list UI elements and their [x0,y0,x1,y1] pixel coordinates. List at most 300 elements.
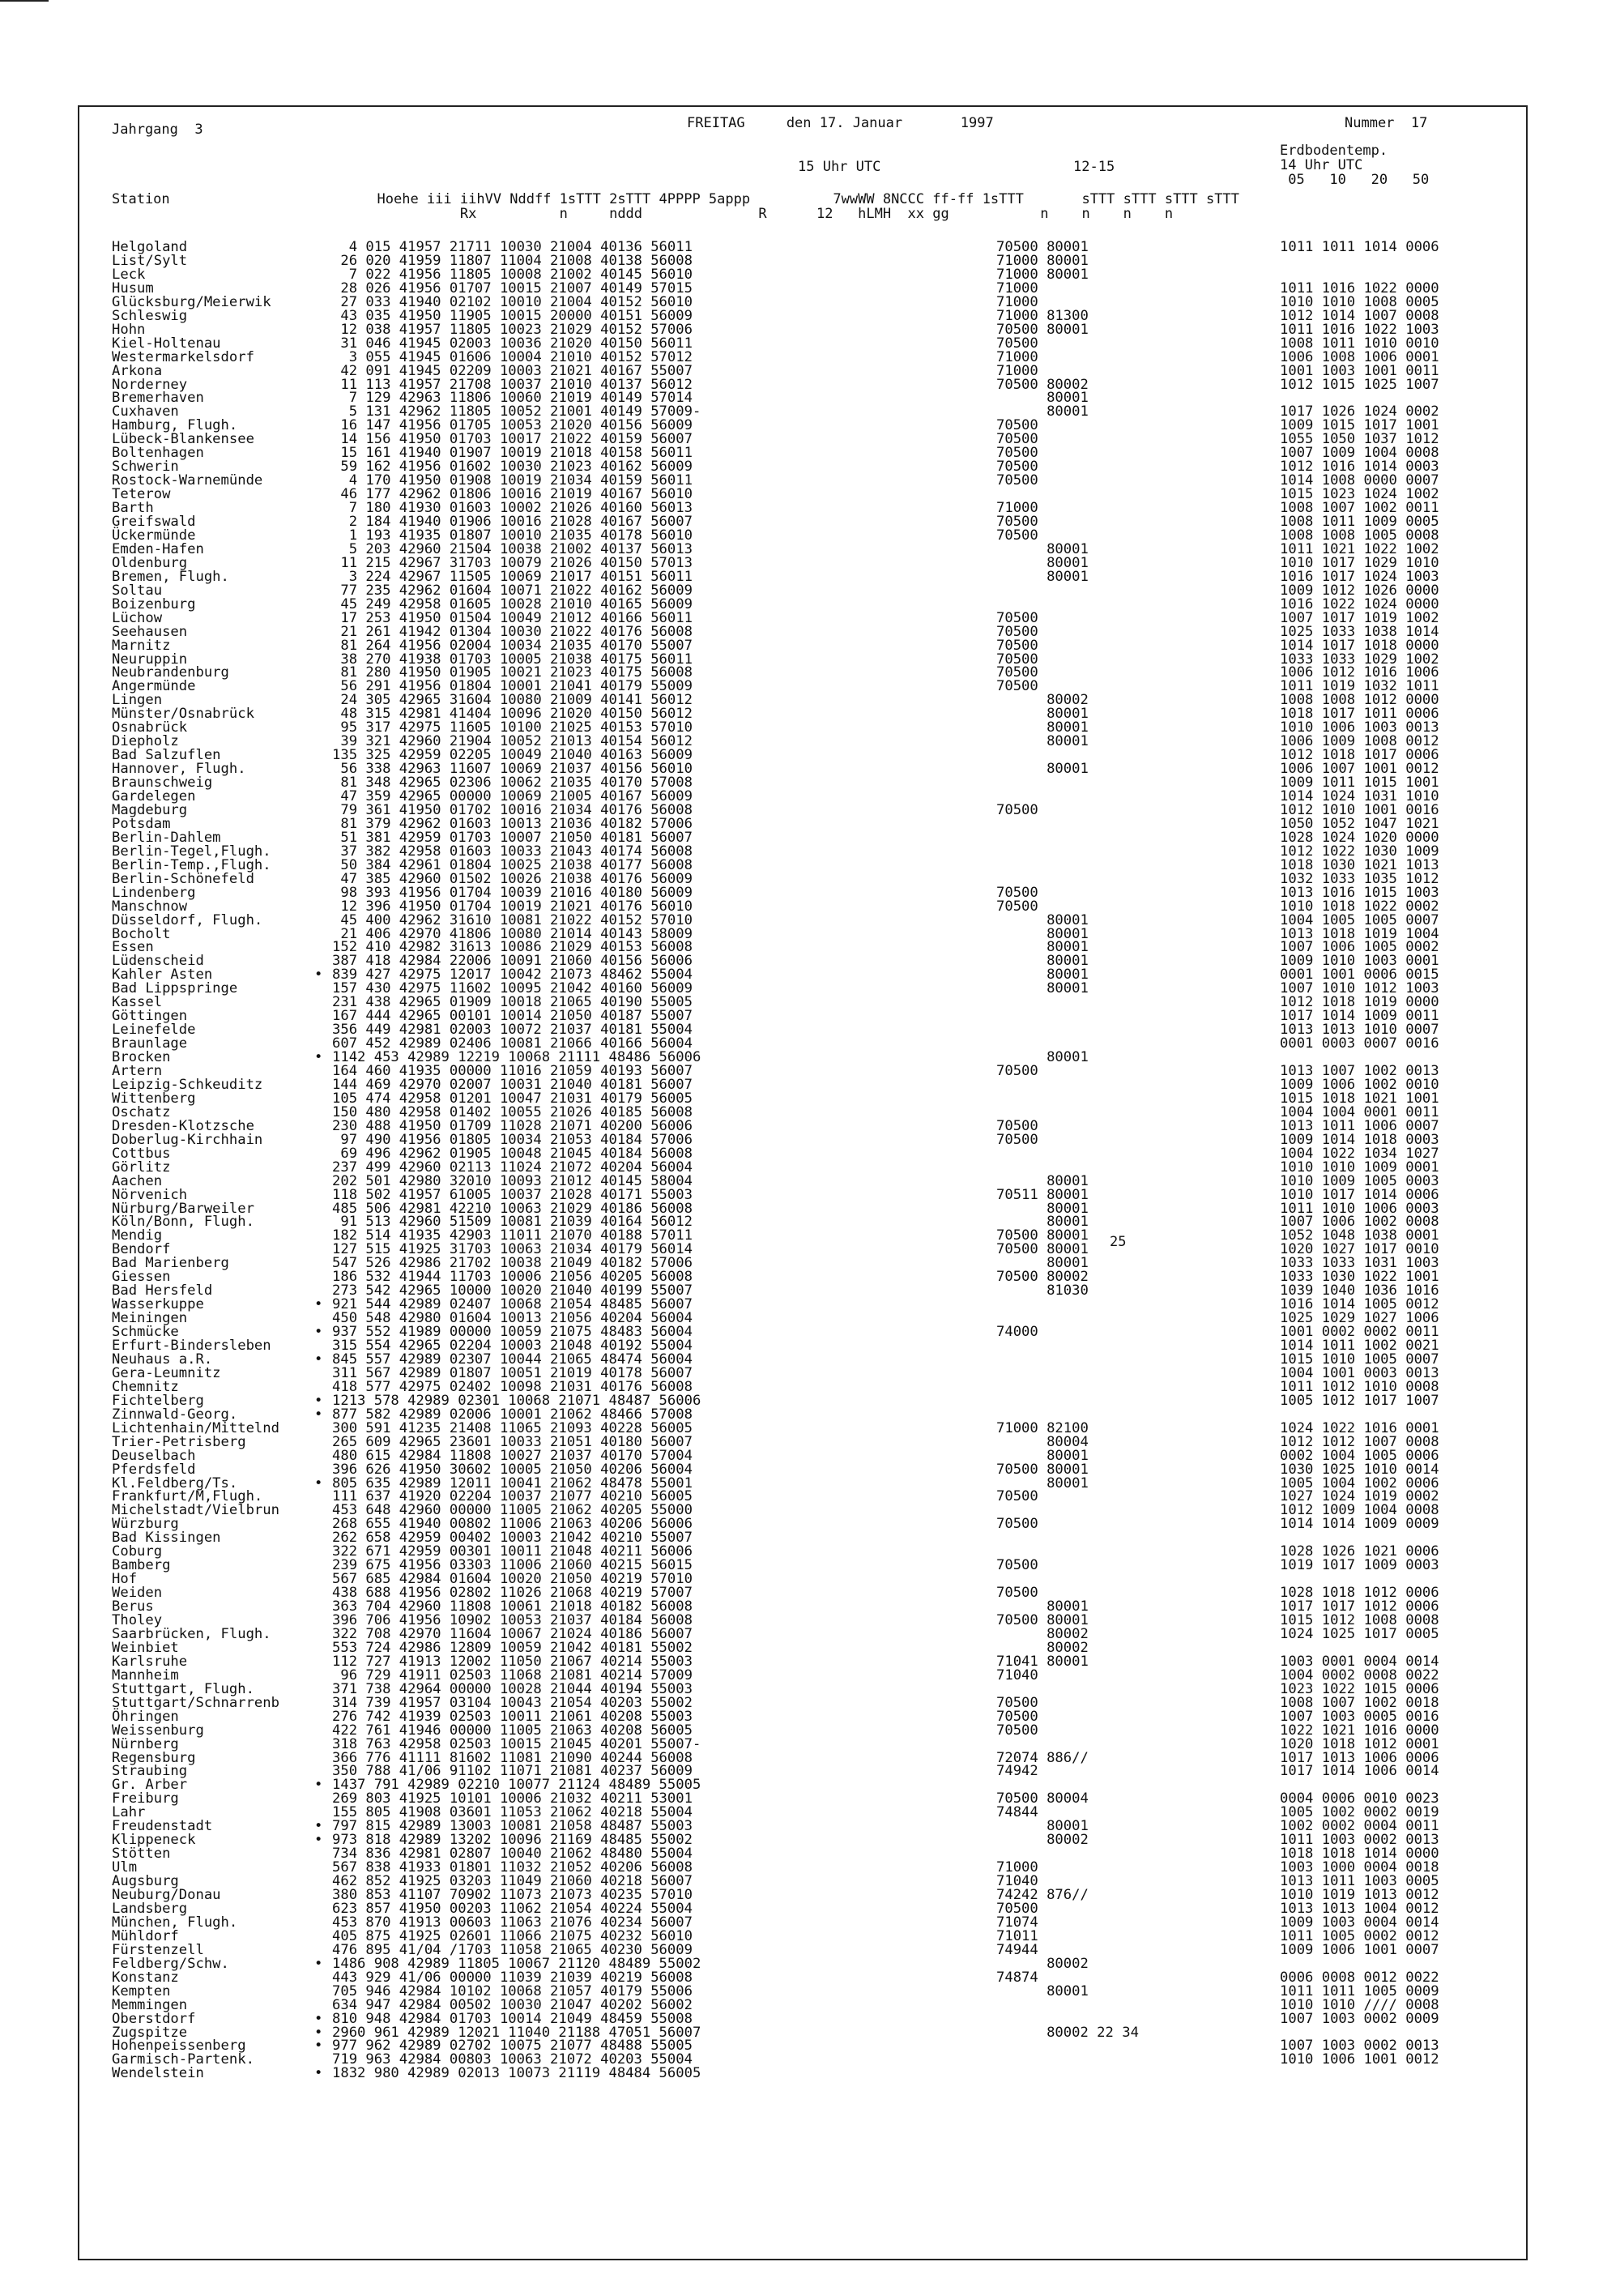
station-name: Augsburg [112,1873,179,1890]
synop-values: 797 815 42989 13003 10081 21058 48487 55003 [332,1818,693,1835]
synop-values: 239 675 41956 03303 11006 21060 40215 56015 [332,1557,693,1574]
weather-cloud-values: 71000 [996,280,1038,297]
soil-temps: 1028 1026 1021 0006 [1280,1543,1439,1560]
soil-temps: 1010 1017 1014 0006 [1280,1186,1439,1203]
station-name: Neuburg/Donau [112,1887,221,1903]
synop-values: 396 706 41956 10902 10053 21037 40184 56008 [332,1612,693,1628]
station-name: Braunlage [112,1035,188,1052]
station-name: Mannheim [112,1667,179,1684]
table-row [0,1625,1620,1642]
station-name: Stuttgart, Flugh. [112,1680,254,1697]
weather-cloud-values: 80001 [996,1818,1089,1835]
soil-temps: 1007 1017 1019 1002 [1280,609,1439,626]
synop-values: 45 400 42962 31610 10081 21022 40152 57010 [332,911,693,928]
annotation-25: 25 [1110,1234,1127,1250]
station-name: Ulm [112,1859,138,1876]
soil-temps: 1030 1025 1010 0014 [1280,1461,1439,1478]
weather-cloud-values: 74874 [996,1969,1038,1986]
soil-temps: 1012 1015 1025 1007 [1280,376,1439,393]
synop-values: 28 026 41956 01707 10015 21007 40149 57015 [332,280,693,297]
station-name: Mendig [112,1227,163,1244]
soil-temps: 1024 1022 1016 0001 [1280,1419,1439,1436]
station-name: Neuruppin [112,651,188,668]
station-name: Lüchow [112,609,163,626]
synop-values: 27 033 41940 02102 10010 21004 40152 56010 [332,293,693,310]
station-name: Bad Salzuflen [112,747,221,764]
weather-cloud-values: 70500 80001 [996,1461,1089,1478]
soil-temps: 1005 1012 1017 1007 [1280,1392,1439,1409]
table-row [0,1559,1620,1573]
station-name: List/Sylt [112,252,188,269]
soil-temps: 1012 1012 1007 0008 [1280,1433,1439,1450]
synop-values: 17 253 41950 01504 10049 21012 40166 56011 [332,609,693,626]
mountain-marker: • [314,1324,323,1341]
station-name: Soltau [112,582,163,599]
soil-temps: 1017 1017 1012 0006 [1280,1598,1439,1615]
soil-temps: 1009 1003 0004 0014 [1280,1914,1439,1931]
synop-values: 21 406 42970 41806 10080 21014 40143 58009 [332,925,693,942]
soil-temps: 1005 1004 1002 0006 [1280,1474,1439,1492]
weather-cloud-values: 71040 [996,1667,1038,1684]
soil-temp-title: Erdbodentemp. [1280,143,1388,159]
weather-cloud-values: 80002 [996,692,1089,709]
synop-values: 363 704 42960 11808 10061 21018 40182 56008 [332,1598,693,1615]
synop-values: 144 469 42970 02007 10031 21040 40181 56007 [332,1076,693,1093]
soil-temps: 1007 1010 1012 1003 [1280,980,1439,997]
soil-temps: 1008 1011 1009 0005 [1280,514,1439,530]
synop-values: 182 514 41935 42903 11011 21070 40188 57011 [332,1227,693,1244]
synop-values: 152 410 42982 31613 10086 21029 40153 56008 [332,939,693,956]
station-name: Regensburg [112,1749,196,1766]
synop-values: 97 490 41956 01805 10034 21053 40184 57006 [332,1131,693,1148]
station-name: Bremen, Flugh. [112,568,229,585]
weather-cloud-values: 70500 80001 [996,1241,1089,1258]
station-name: Zugspitze [112,2024,188,2041]
table-row [0,1765,1620,1778]
soil-temps: 1010 1010 1009 0001 [1280,1159,1439,1176]
weather-cloud-values: 74844 [996,1804,1038,1821]
table-row [0,241,1620,254]
soil-temps: 1007 1003 0005 0016 [1280,1708,1439,1725]
weather-cloud-values: 70500 [996,1557,1038,1574]
mountain-marker: • [314,2024,323,2041]
weather-cloud-values: 71000 [996,362,1038,379]
synop-values: 276 742 41939 02503 10011 21061 40208 55003 [332,1708,693,1725]
station-name: Stötten [112,1846,171,1863]
station-name: Aachen [112,1172,163,1189]
synop-values: 268 655 41940 00802 11006 21063 40206 56006 [332,1516,693,1533]
station-name: Essen [112,939,154,956]
synop-values: 719 963 42984 00803 10063 21072 40203 55004 [332,2051,693,2068]
synop-values: 462 852 41925 03203 11049 21060 40218 56007 [332,1873,693,1890]
weather-cloud-values: 81030 [996,1282,1089,1300]
soil-temps: 1010 1009 1005 0003 [1280,1172,1439,1189]
soil-temps: 1024 1025 1017 0005 [1280,1625,1439,1642]
station-name: Lahr [112,1804,146,1821]
soil-temps: 1004 0002 0008 0022 [1280,1667,1439,1684]
synop-values: 4 015 41957 21711 10030 21004 40136 56011 [332,239,693,255]
table-row [0,2067,1620,2080]
weather-cloud-values: 80001 [996,761,1089,778]
synop-values: 485 506 42981 42210 10063 21029 40186 56008 [332,1200,693,1217]
weather-cloud-values: 70500 [996,678,1038,695]
synop-values: 14 156 41950 01703 10017 21022 40159 56007 [332,431,693,448]
weather-cloud-values: 70500 [996,1488,1038,1505]
station-name: Wendelstein [112,2065,204,2082]
station-name: Barth [112,500,154,517]
weather-cloud-values: 70500 [996,445,1038,462]
weather-cloud-values: 71040 [996,1873,1038,1890]
weather-cloud-values: 70500 80004 [996,1790,1089,1807]
weather-cloud-values: 80002 [996,1955,1089,1972]
station-name: Wasserkuppe [112,1296,204,1313]
synop-values: 43 035 41950 11905 10015 20000 40151 56009 [332,307,693,324]
station-name: Straubing [112,1763,188,1780]
soil-temps: 1015 1012 1008 0008 [1280,1612,1439,1628]
station-name: Ückermünde [112,527,196,544]
soil-temps: 1009 1015 1017 1001 [1280,417,1439,434]
soil-temps: 1004 1004 0001 0011 [1280,1103,1439,1120]
synop-values: 167 444 42965 00101 10014 21050 40187 55007 [332,1008,693,1025]
table-row [0,378,1620,392]
synop-values: 405 875 41925 02601 11066 21075 40232 56010 [332,1927,693,1944]
synop-values: 322 671 42959 00301 10011 21048 40211 56006 [332,1543,693,1560]
table-row [0,1735,1620,1752]
soil-temps: 1014 1014 1009 0009 [1280,1516,1439,1533]
synop-values: 300 591 41235 21408 11065 21093 40228 56005 [332,1419,693,1436]
synop-values: 11 215 42967 31703 10079 21026 40150 57013 [332,554,693,571]
station-name: Coburg [112,1543,163,1560]
synop-values: 26 020 41959 11807 11004 21008 40138 56008 [332,252,693,269]
soil-temps: 1010 1006 1001 0012 [1280,2051,1439,2068]
station-name: Husum [112,280,154,297]
soil-temps: 1001 1003 1001 0011 [1280,362,1439,379]
synop-values: 1486 908 42989 11805 10067 21120 48489 55002 [332,1955,701,1972]
synop-values: 157 430 42975 11602 10095 21042 40160 56009 [332,980,693,997]
weather-cloud-values: 71000 80001 [996,266,1089,283]
station-name: Nürnberg [112,1735,179,1752]
synop-values: 237 499 42960 02113 11024 21072 40204 56004 [332,1159,693,1176]
station-name: Saarbrücken, Flugh. [112,1625,271,1642]
soil-temps: 1004 1001 0003 0013 [1280,1364,1439,1381]
synop-values: 623 857 41950 00203 11062 21054 40224 55004 [332,1900,693,1917]
synop-values: 977 962 42989 02702 10075 21077 48488 55005 [332,2038,693,2055]
weather-cloud-values: 80001 [996,403,1089,420]
synop-values: 2960 961 42989 12021 11040 21188 47051 56007 [332,2024,701,2041]
weather-cloud-values: 74944 [996,1941,1038,1958]
soil-temps: 1007 1006 1002 0008 [1280,1214,1439,1231]
station-name: Kiel-Holtenau [112,335,221,352]
table-row [0,2053,1620,2067]
station-name: Bad Marienberg [112,1255,229,1272]
station-name: Helgoland [112,239,188,255]
soil-temps: 1013 1007 1002 0013 [1280,1063,1439,1079]
synop-values: 81 264 41956 02004 10034 21035 40170 55007 [332,637,693,654]
weather-cloud-values: 80001 [996,1200,1089,1217]
synop-values: 1832 980 42989 02013 10073 21119 48484 56005 [332,2065,701,2082]
weather-cloud-values: 70500 [996,527,1038,544]
soil-temps: 1019 1017 1009 0003 [1280,1557,1439,1574]
synop-values: 81 379 42962 01603 10013 21036 40182 57006 [332,815,693,832]
weather-cloud-values: 80001 [996,733,1089,750]
station-name: Lüdenscheid [112,953,204,970]
weather-cloud-values: 70511 80001 [996,1186,1089,1203]
synop-values: 480 615 42984 11808 10027 21037 40170 57004 [332,1447,693,1464]
station-name: Leinefelde [112,1022,196,1039]
station-name: Dresden-Klotzsche [112,1117,254,1134]
soil-temps: 1007 1009 1004 0008 [1280,445,1439,462]
mountain-marker: • [314,1406,323,1423]
weather-cloud-values: 80001 [996,1049,1089,1066]
mountain-marker: • [314,1049,323,1066]
synop-values: 734 836 42981 02807 10040 21062 48480 55004 [332,1846,693,1863]
weather-cloud-values: 80002 [996,1832,1089,1849]
soil-temps: 1012 1009 1004 0008 [1280,1502,1439,1519]
soil-temps: 1009 1006 1002 0010 [1280,1076,1439,1093]
station-name: Bocholt [112,925,171,942]
synop-values: 380 853 41107 70902 11073 21073 40235 57010 [332,1887,693,1903]
soil-temps: 1007 1003 0002 0009 [1280,2010,1439,2027]
station-name: Göttingen [112,1008,188,1025]
station-name: Konstanz [112,1969,179,1986]
soil-temps: 1014 1017 1018 0000 [1280,637,1439,654]
synop-values: 265 609 42965 23601 10033 21051 40180 56007 [332,1433,693,1450]
weather-cloud-values: 70500 [996,1117,1038,1134]
soil-temps: 0004 0006 0010 0023 [1280,1790,1439,1807]
station-name: Deuselbach [112,1447,196,1464]
soil-temps: 1055 1050 1037 1012 [1280,431,1439,448]
station-name: Schwerin [112,459,179,476]
weather-cloud-values: 80001 [996,1447,1089,1464]
synop-values: 12 396 41950 01704 10019 21021 40176 56010 [332,898,693,915]
station-name: Hamburg, Flugh. [112,417,238,434]
soil-temps: 1025 1029 1027 1006 [1280,1310,1439,1327]
soil-temps: 1011 1012 1010 0008 [1280,1378,1439,1395]
synop-values: 79 361 41950 01702 10016 21034 40176 56008 [332,801,693,818]
soil-temps: 1014 1011 1002 0021 [1280,1338,1439,1354]
synop-values: 4 170 41950 01908 10019 21034 40159 56011 [332,472,693,489]
station-name: Nürburg/Barweiler [112,1200,254,1217]
synop-values: 111 637 41920 02204 10037 21077 40210 56005 [332,1488,693,1505]
station-name: Hannover, Flugh. [112,761,246,778]
synop-values: 311 567 42989 01807 10051 21019 40178 56007 [332,1364,693,1381]
weather-cloud-values: 70500 [996,1131,1038,1148]
synop-values: 877 582 42989 02006 10001 21062 48466 57008 [332,1406,693,1423]
soil-temps: 1013 1013 1010 0007 [1280,1022,1439,1039]
soil-temps: 1002 0002 0004 0011 [1280,1818,1439,1835]
synop-values: 51 381 42959 01703 10007 21050 40181 56007 [332,829,693,846]
mountain-marker: • [314,1832,323,1849]
weather-cloud-values: 80001 [996,1598,1089,1615]
station-name: Marnitz [112,637,171,654]
station-name: Kempten [112,1982,171,1999]
soil-temps: 1020 1018 1012 0001 [1280,1735,1439,1752]
station-name: Kl.Feldberg/Ts. [112,1474,238,1492]
soil-temps: 0006 0008 0012 0022 [1280,1969,1439,1986]
weather-cloud-values: 70500 [996,1063,1038,1079]
station-name: Glücksburg/Meierwik [112,293,271,310]
soil-temps: 1013 1013 1004 0012 [1280,1900,1439,1917]
synop-values: 7 022 41956 11805 10008 21002 40145 56010 [332,266,693,283]
table-row [0,911,1620,928]
soil-temp-depths: 05 10 20 50 [1280,172,1430,188]
synop-values: 91 513 42960 51509 10081 21039 40164 56012 [332,1214,693,1231]
weather-cloud-values: 71000 [996,500,1038,517]
station-name: Zinnwald-Georg. [112,1406,238,1423]
synop-values: 37 382 42958 01603 10033 21043 40174 56008 [332,843,693,860]
table-row [0,1186,1620,1203]
station-name: Potsdam [112,815,171,832]
volume-label: Jahrgang 3 [112,122,203,138]
synop-values: 356 449 42981 02003 10072 21037 40181 55004 [332,1022,693,1039]
station-name: Mühldorf [112,1927,179,1944]
station-name: Düsseldorf, Flugh. [112,911,263,928]
synop-values: 438 688 41956 02802 11026 21068 40219 57007 [332,1585,693,1602]
station-name: Berlin-Tegel,Flugh. [112,843,271,860]
station-name: Angermünde [112,678,196,695]
station-name: Magdeburg [112,801,188,818]
synop-values: 269 803 41925 10101 10006 21032 40211 53001 [332,1790,693,1807]
weather-cloud-values: 71011 [996,1927,1038,1944]
station-name: Berlin-Dahlem [112,829,221,846]
synop-values: 845 557 42989 02307 10044 21065 48474 56004 [332,1351,693,1368]
soil-temps: 1014 1024 1031 1010 [1280,788,1439,804]
station-name: Berlin-Schönefeld [112,870,254,887]
soil-temps: 1013 1011 1003 0005 [1280,1873,1439,1890]
soil-temps: 1033 1030 1022 1001 [1280,1269,1439,1286]
weather-cloud-values: 70500 [996,1900,1038,1917]
soil-temps: 1011 1016 1022 0000 [1280,280,1439,297]
mountain-marker: • [314,1777,323,1794]
synop-values: 21 261 41942 01304 10030 21022 40176 56008 [332,623,693,640]
synop-values: 231 438 42965 01909 10018 21065 40190 55005 [332,994,693,1011]
soil-temps: 1018 1030 1021 1013 [1280,856,1439,873]
weather-cloud-values: 71000 [996,348,1038,365]
station-name: Freudenstadt [112,1818,213,1835]
mountain-marker: • [314,1392,323,1409]
synop-values: 56 291 41956 01804 10001 21041 40179 55009 [332,678,693,695]
station-name: Brocken [112,1049,171,1066]
soil-temps: 1010 1006 1003 0013 [1280,719,1439,736]
synop-values: 12 038 41957 11805 10023 21029 40152 57006 [332,321,693,338]
soil-temps: 1004 1022 1034 1027 [1280,1145,1439,1162]
station-name: Neuhaus a.R. [112,1351,213,1368]
mountain-marker: • [314,2010,323,2027]
soil-temps: 1012 1014 1007 0008 [1280,307,1439,324]
weather-cloud-values: 71074 [996,1914,1038,1931]
soil-temps: 1011 1010 1006 0003 [1280,1200,1439,1217]
soil-temps: 1011 1011 1005 0009 [1280,1982,1439,1999]
station-name: Schleswig [112,307,188,324]
range-header: 12-15 [1073,159,1115,175]
station-name: Arkona [112,362,163,379]
station-name: Oschatz [112,1103,171,1120]
soil-temps: 1013 1011 1006 0007 [1280,1117,1439,1134]
soil-temps: 1033 1033 1031 1003 [1280,1255,1439,1272]
weather-cloud-values: 71000 [996,1859,1038,1876]
station-name: Lübeck-Blankensee [112,431,254,448]
weather-cloud-values: 70500 80002 [996,376,1089,393]
soil-temps: 1003 0001 0004 0014 [1280,1653,1439,1670]
station-name: Erfurt-Bindersleben [112,1338,271,1354]
soil-temps: 1011 1016 1022 1003 [1280,321,1439,338]
weather-cloud-values: 71041 80001 [996,1653,1089,1670]
station-name: Weissenburg [112,1722,204,1739]
weather-cloud-values: 70500 [996,609,1038,626]
station-name: Fürstenzell [112,1941,204,1958]
column-header-row1: Station Hoehe iii iihVV Nddff 1sTTT 2sTTT 4PPPP 5appp 7wwWW 8NCCC ff-ff 1sTTT sTTT sTTT sTTT sTTT [112,191,1239,207]
station-name: Karlsruhe [112,1653,188,1670]
synop-values: 805 635 42989 12011 10041 21062 48478 55001 [332,1474,693,1492]
synop-values: 262 658 42959 00402 10003 21042 40210 55007 [332,1530,693,1547]
weather-cloud-values: 70500 [996,801,1038,818]
station-name: Artern [112,1063,163,1079]
weather-cloud-values: 70500 [996,637,1038,654]
weather-cloud-values: 70500 [996,623,1038,640]
soil-temps: 1006 1007 1001 0012 [1280,761,1439,778]
station-name: Wittenberg [112,1090,196,1107]
synop-values: 42 091 41945 02209 10003 21021 40167 55007 [332,362,693,379]
weather-cloud-values: 70500 [996,514,1038,530]
weather-cloud-values: 70500 80001 [996,1612,1089,1628]
weather-cloud-values: 80001 [996,967,1089,984]
weather-cloud-values: 80001 [996,554,1089,571]
station-name: Manschnow [112,898,188,915]
weather-cloud-values: 80001 [996,1214,1089,1231]
station-name: Kassel [112,994,163,1011]
synop-values: 95 317 42975 11605 10100 21025 40153 57010 [332,719,693,736]
mountain-marker: • [314,1474,323,1492]
synop-values: 127 515 41925 31703 10063 21034 40179 56014 [332,1241,693,1258]
synop-values: 31 046 41945 02003 10036 21020 40150 56011 [332,335,693,352]
weather-cloud-values: 80001 [996,953,1089,970]
soil-temps: 1016 1014 1005 0012 [1280,1296,1439,1313]
synop-values: 105 474 42958 01201 10047 21031 40179 56005 [332,1090,693,1107]
soil-temps: 0002 1004 1005 0006 [1280,1447,1439,1464]
station-name: Trier-Petrisberg [112,1433,246,1450]
synop-values: 38 270 41938 01703 10005 21038 40175 56011 [332,651,693,668]
station-name: Emden-Hafen [112,540,204,557]
mountain-marker: • [314,1955,323,1972]
station-name: Giessen [112,1269,171,1286]
station-name: Bad Lippspringe [112,980,238,997]
station-name: Würzburg [112,1516,179,1533]
soil-temps: 1005 1002 0002 0019 [1280,1804,1439,1821]
soil-temps: 0001 0003 0007 0016 [1280,1035,1439,1052]
soil-temps: 1016 1022 1024 0000 [1280,595,1439,612]
synop-values: 921 544 42989 02407 10068 21054 48485 56007 [332,1296,693,1313]
synop-values: 155 805 41908 03601 11053 21062 40218 55004 [332,1804,693,1821]
station-name: München, Flugh. [112,1914,238,1931]
soil-temps: 1032 1033 1035 1012 [1280,870,1439,887]
synop-values: 77 235 42962 01604 10071 21022 40162 56009 [332,582,693,599]
soil-temps: 1012 1018 1017 0006 [1280,747,1439,764]
station-name: Pferdsfeld [112,1461,196,1478]
soil-temps: 1017 1026 1024 0002 [1280,403,1439,420]
soil-temps: 1011 1003 0002 0013 [1280,1832,1439,1849]
synop-values: 47 359 42965 00000 10069 21005 40167 56009 [332,788,693,804]
synop-values: 39 321 42960 21904 10052 21013 40154 56012 [332,733,693,750]
synop-values: 634 947 42984 00502 10030 21047 40202 56002 [332,1996,693,2013]
weather-cloud-values: 71000 [996,293,1038,310]
soil-temps: 1007 1003 0002 0013 [1280,2038,1439,2055]
soil-temps: 1023 1022 1015 0006 [1280,1680,1439,1697]
synop-values: 50 384 42961 01804 10025 21038 40177 56008 [332,856,693,873]
station-name: Gr. Arber [112,1777,188,1794]
weather-cloud-values: 70500 80001 [996,239,1089,255]
station-name: Bad Hersfeld [112,1282,213,1300]
weather-cloud-values: 80001 [996,540,1089,557]
